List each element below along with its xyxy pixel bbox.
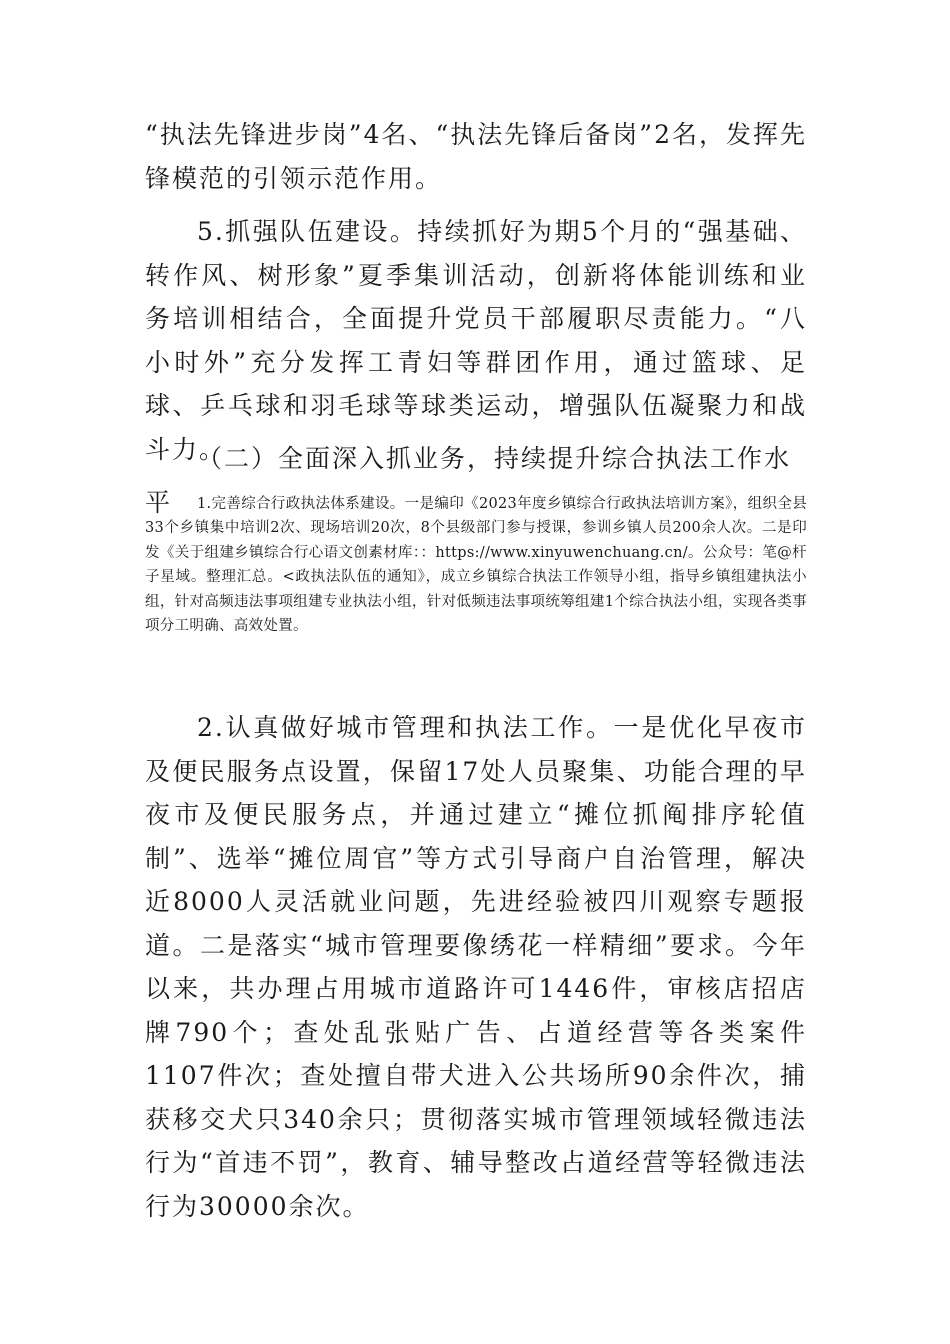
paragraph-law-enforcement-system: 1.完善综合行政执法体系建设。一是编印《2023年度乡镇综合行政执法培训方案》，组织全县33个乡镇集中培训2次、现场培训20次，8个县级部门参与授课，参训乡镇人员200余人次。二是印发《关于组建乡镇综合行心语文创素材库：：https://www.xinyuwenchuang.cn/。公众号：笔@杆子星域。整理汇总。<政执法队伍的通知》，成立乡镇综合执法工作领导小组，指导乡镇组建执法小组，针对高频违法事项组建专业执法小组，针对低频违法事项统筹组建1个综合执法小组，实现各类事项分工明确、高效处置。: [145, 496, 807, 635]
paragraph-team-building: 5.抓强队伍建设。持续抓好为期5个月的“强基础、转作风、树形象”夏季集训活动，创新将体能训练和业务培训相结合，全面提升党员干部履职尽责能力。“八小时外”充分发挥工青妇等群团作用，通过篮球、足球、乒乓球和羽毛球等球类运动，增强队伍凝聚力和战斗力。: [145, 217, 807, 464]
paragraph-pioneer-posts: “执法先锋进步岗”4名、“执法先锋后备岗”2名，发挥先锋模范的引领示范作用。: [145, 120, 807, 193]
section-heading-2: （二）全面深入抓业务，持续提升综合执法工作水平: [145, 444, 792, 517]
paragraph-city-management: 2.认真做好城市管理和执法工作。一是优化早夜市及便民服务点设置，保留17处人员聚集、功能合理的早夜市及便民服务点，并通过建立“摊位抓阄排序轮值制”、选举“摊位周官”等方式引导商户自治管理，解决近8000人灵活就业问题，先进经验被四川观察专题报道。二是落实“城市管理要像绣花一样精细”要求。今年以来，共办理占用城市道路许可1446件，审核店招店牌790个；查处乱张贴广告、占道经营等各类案件1107件次；查处擅自带犬进入公共场所90余件次，捕获移交犬只340余只；贯彻落实城市管理领域轻微违法行为“首违不罚”，教育、辅导整改占道经营等轻微违法行为30000余次。: [145, 713, 807, 1221]
